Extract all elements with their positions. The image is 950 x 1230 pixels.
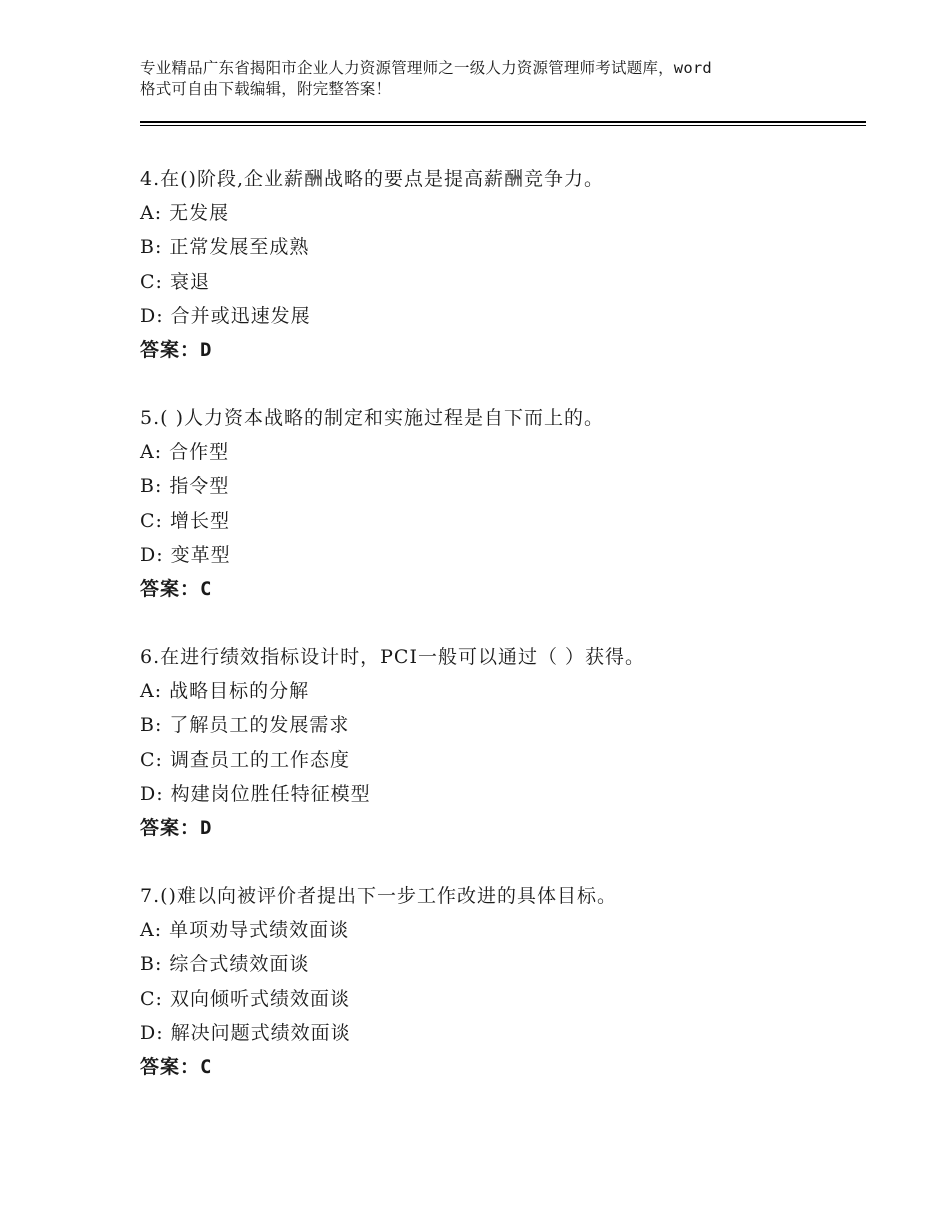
- question-stem: 6.在进行绩效指标设计时，PCI一般可以通过（ ）获得。: [140, 646, 645, 668]
- option-c: C: 调查员工的工作态度: [140, 748, 350, 771]
- option-a: A: 合作型: [140, 441, 230, 464]
- question-4: [140, 162, 860, 401]
- question-stem: 7.()难以向被评价者提出下一步工作改进的具体目标。: [140, 885, 617, 907]
- option-b: B: 正常发展至成熟: [140, 236, 310, 259]
- question-stem: 5.( )人力资本战略的制定和实施过程是自下而上的。: [140, 407, 604, 429]
- option-a: A: 单项劝导式绩效面谈: [140, 919, 350, 942]
- option-c: C: 衰退: [140, 270, 210, 293]
- option-d: D: 变革型: [140, 543, 231, 566]
- option-d: D: 构建岗位胜任特征模型: [140, 782, 371, 805]
- answer-line: 答案：C: [140, 577, 213, 600]
- header-divider-thick: [140, 121, 866, 123]
- question-5: [140, 401, 860, 640]
- answer-line: 答案：C: [140, 1055, 213, 1078]
- option-a: A: 无发展: [140, 202, 230, 225]
- document-header: [140, 58, 830, 100]
- option-d: D: 解决问题式绩效面谈: [140, 1021, 351, 1044]
- question-list: [140, 162, 860, 1118]
- header-divider-thin: [140, 125, 866, 126]
- header-line-1: 专业精品广东省揭阳市企业人力资源管理师之一级人力资源管理师考试题库，word: [140, 59, 712, 77]
- question-stem: 4.在()阶段,企业薪酬战略的要点是提高薪酬竞争力。: [140, 168, 604, 190]
- answer-line: 答案：D: [140, 816, 213, 839]
- option-a: A: 战略目标的分解: [140, 680, 310, 703]
- option-c: C: 增长型: [140, 509, 230, 532]
- option-b: B: 指令型: [140, 475, 230, 498]
- question-6: [140, 640, 860, 879]
- answer-line: 答案：D: [140, 338, 213, 361]
- option-d: D: 合并或迅速发展: [140, 304, 311, 327]
- option-c: C: 双向倾听式绩效面谈: [140, 987, 350, 1010]
- option-b: B: 综合式绩效面谈: [140, 953, 310, 976]
- question-7: [140, 879, 860, 1118]
- option-b: B: 了解员工的发展需求: [140, 714, 350, 737]
- header-line-2: 格式可自由下载编辑，附完整答案！: [140, 80, 392, 98]
